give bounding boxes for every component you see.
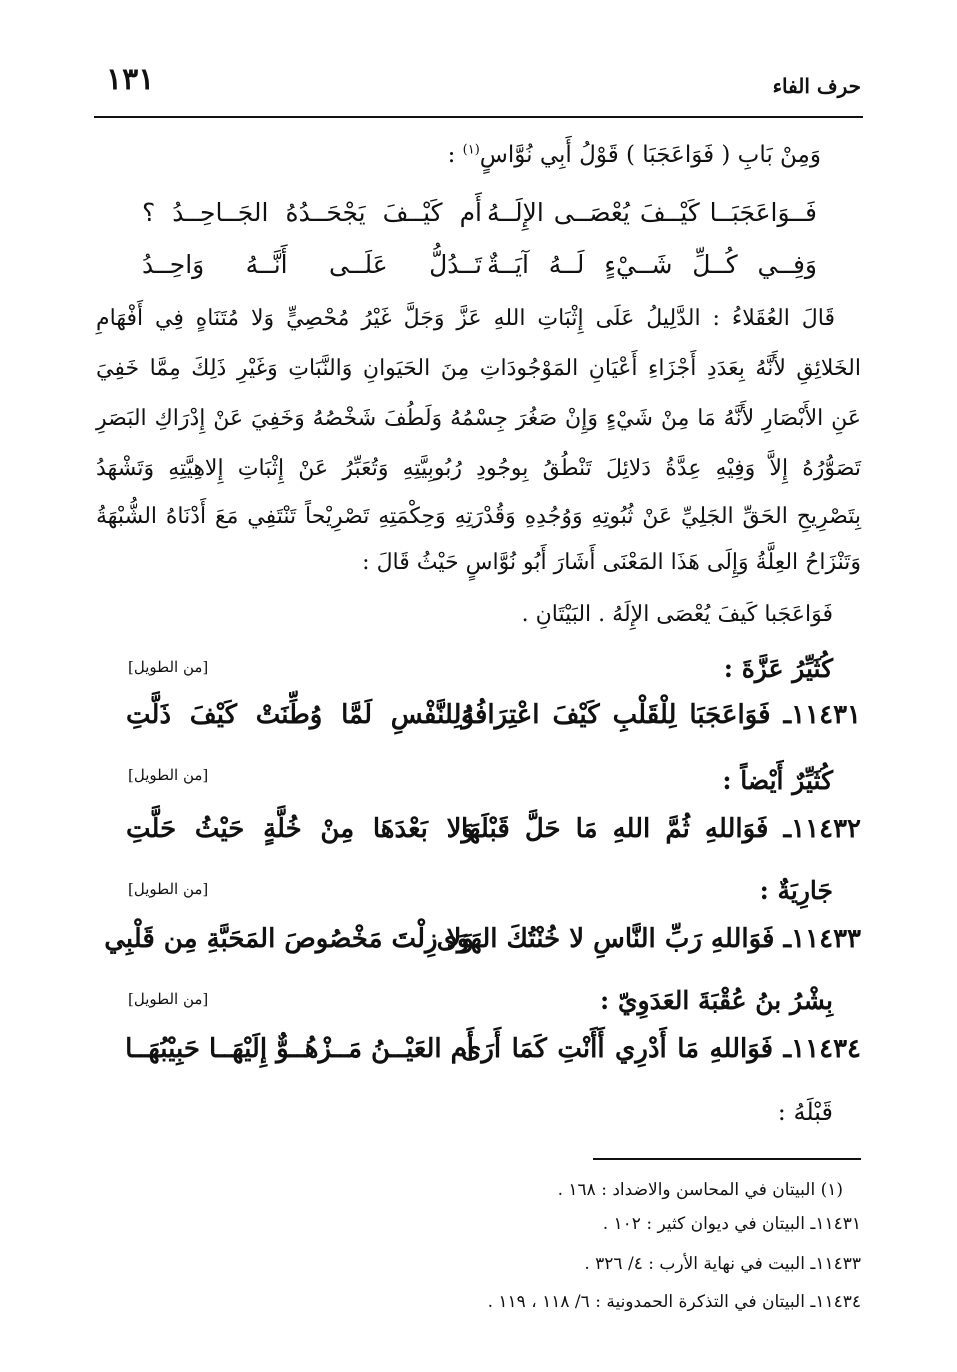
verse-number: ١١٤٣٤ـ xyxy=(783,1034,861,1064)
meter-label: [من الطويل] xyxy=(128,658,209,676)
footnote-11434: ١١٤٣٤ـ البيتان في التذكرة الحمدونية : ٦/ ١١٨ ، ١١٩ . xyxy=(487,1292,861,1312)
footnote-11431: ١١٤٣١ـ البيتان في ديوان كثير : ١٠٢ . xyxy=(602,1214,861,1234)
poem-first-hemistich xyxy=(436,924,861,954)
footnote-1: (١) البيتان في المحاسن والاضداد : ١٦٨ . xyxy=(557,1180,843,1200)
page-number: ١٣١ xyxy=(106,62,155,97)
paragraph-line-1: قَالَ العُقَلاءُ : الدَّلِيلُ عَلَى إِثْبَاتِ اللهِ عَزَّ وَجَلَّ غَيْرُ مُحْصِيٍّ وَلا مُتَنَاهٍ فِي أَفْهَامِ xyxy=(96,306,835,331)
poem-first-hemistich xyxy=(461,700,861,730)
footnote-11433: ١١٤٣٣ـ البيت في نهاية الأرب : ٤/ ٣٢٦ . xyxy=(584,1254,861,1274)
poet-name: بِشْرُ بنُ عُقْبَةَ العَدَوِيّ : xyxy=(600,986,833,1015)
poet-name: كُثَيِّرٌ أَيْضاً : xyxy=(722,766,833,795)
intro-text: وَمِنْ بَابِ ( فَوَاعَجَبَا ) قَوْلُ أَبِي نُوَّاسٍ xyxy=(479,142,821,168)
paragraph-line-3: عَنِ الأَبْصَارِ لأَنَّهُ مَا مِنْ شَيْءٍ وَإِنْ صَغُرَ جِسْمُهُ وَلَطُفَ شَخْصُهُ وَخَفِيَ عَنْ إِدْرَاكِ البَصَرِ xyxy=(96,406,861,431)
poet-name: كُثَيِّرُ عَزَّةَ : xyxy=(723,654,833,683)
paragraph-line-5: بِتَصْرِيحِ الحَقِّ الجَلِيِّ عَنْ ثُبُوتِهِ وَوُجُدِهِ وَقُدْرَتِهِ وَحِكْمَتِهِ تَصْرِيْحاً تَنْتَفِي مَعَ أَدْنَاهُ الشُّبْهَةُ xyxy=(96,504,861,529)
footnote-marker: (١) xyxy=(462,142,480,158)
paragraph-line-4: تَصَوُّرُهُ إِلاَّ وَفِيْهِ عِدَّةُ دَلائِلَ تَنْطُقُ بِوجُودِ رُبُوبِيَّتِهِ وَتُعَبِّرُ عَنْ إِثْبَاتِ إِلاهِيَّتِهِ وَتَشْهَدُ xyxy=(96,456,861,481)
poem-first-hemistich xyxy=(461,814,861,844)
verse-2 xyxy=(96,250,861,296)
header-rule xyxy=(94,116,863,118)
verse-number: ١١٤٣٢ـ xyxy=(783,814,861,844)
verse-number: ١١٤٣٣ـ xyxy=(783,924,861,954)
verse-text: فَوَاللهِ رَبِّ النَّاسِ لا خُنْتُكَ الهَوَى xyxy=(436,924,775,954)
page-header xyxy=(96,62,861,110)
verse-1 xyxy=(96,198,861,244)
poem-second-hemistich: أَم العَيْــنُ مَــزْهُــوٌّ إِلَيْهَــا حَبِيْبُهَــا xyxy=(125,1034,474,1064)
quoted-verse: فَوَاعَجَبا كَيفَ يُعْصَى الإِلَهُ . البَيْتَانِ . xyxy=(521,602,833,627)
poem-first-hemistich xyxy=(461,1034,861,1064)
poem-verse xyxy=(96,814,861,860)
verse-1-second-hemistich: أَم كَيْــفَ يَجْحَــدُهُ الجَــاحِــدُ ؟ xyxy=(142,198,482,227)
verse-text: فَوَاللهِ ثُمَّ اللهِ مَا حَلَّ قَبْلَهَا xyxy=(461,814,769,844)
poem-second-hemistich: وَلِلنَّفْسِ لَمَّا وُطِّنَتْ كَيْفَ ذَلَّتِ xyxy=(126,700,474,730)
closing-line: قَبْلَهُ : xyxy=(777,1098,833,1126)
verse-text: فَوَاللهِ مَا أَدْرِي أَأَنْتِ كَمَا أَرَى xyxy=(461,1034,774,1064)
poem-verse xyxy=(96,924,861,970)
paragraph-line-2: الخَلائِقِ لأَنَّهُ بِعَدَدِ أَجْزَاءِ أَعْيَانِ المَوْجُودَاتِ مِنَ الحَيَوانِ وَالنَّبَاتِ وَغَيْرِ ذَلِكَ مِمَّا خَفِيَ xyxy=(96,356,861,381)
verse-1-first-hemistich: فَــوَاعَجَبَــا كَيْــفَ يُعْصَــى الإِلَــهُ xyxy=(487,198,817,227)
poet-name: جَارِيَةٌ : xyxy=(759,876,833,905)
chapter-title: حرف الفاء xyxy=(772,74,861,98)
meter-label: [من الطويل] xyxy=(128,880,209,898)
verse-text: فَوَاعَجَبَا لِلْقَلْبِ كَيْفَ اعْتِرَافُهُ xyxy=(461,700,771,730)
intro-line xyxy=(96,142,821,168)
footnote-rule xyxy=(593,1158,861,1160)
intro-colon: : xyxy=(447,142,456,168)
poem-verse xyxy=(96,1034,861,1080)
poem-verse xyxy=(96,700,861,746)
paragraph-line-6: وَتَنْزَاحُ العِلَّةُ وَإِلَى هَذَا المَعْنَى أَشَارَ أَبُو نُوَّاسٍ حَيْثُ قَالَ : xyxy=(362,550,861,575)
poem-second-hemistich: وَلا بَعْدَهَا مِنْ خُلَّةٍ حَيْثُ حَلَّتِ xyxy=(126,814,474,844)
verse-number: ١١٤٣١ـ xyxy=(783,700,861,730)
verse-2-first-hemistich: وَفِــي كُــلِّ شَــيْءٍ لَــهُ آيَــةٌ xyxy=(487,250,817,279)
verse-2-second-hemistich: تَــدُلُّ عَلَــى أَنَّــهُ وَاحِــدُ xyxy=(142,250,482,279)
meter-label: [من الطويل] xyxy=(128,990,209,1008)
meter-label: [من الطويل] xyxy=(128,766,209,784)
poem-second-hemistich: وَلا زِلْتَ مَخْصُوصَ المَحَبَّةِ مِن قَلْبِي xyxy=(104,924,474,954)
